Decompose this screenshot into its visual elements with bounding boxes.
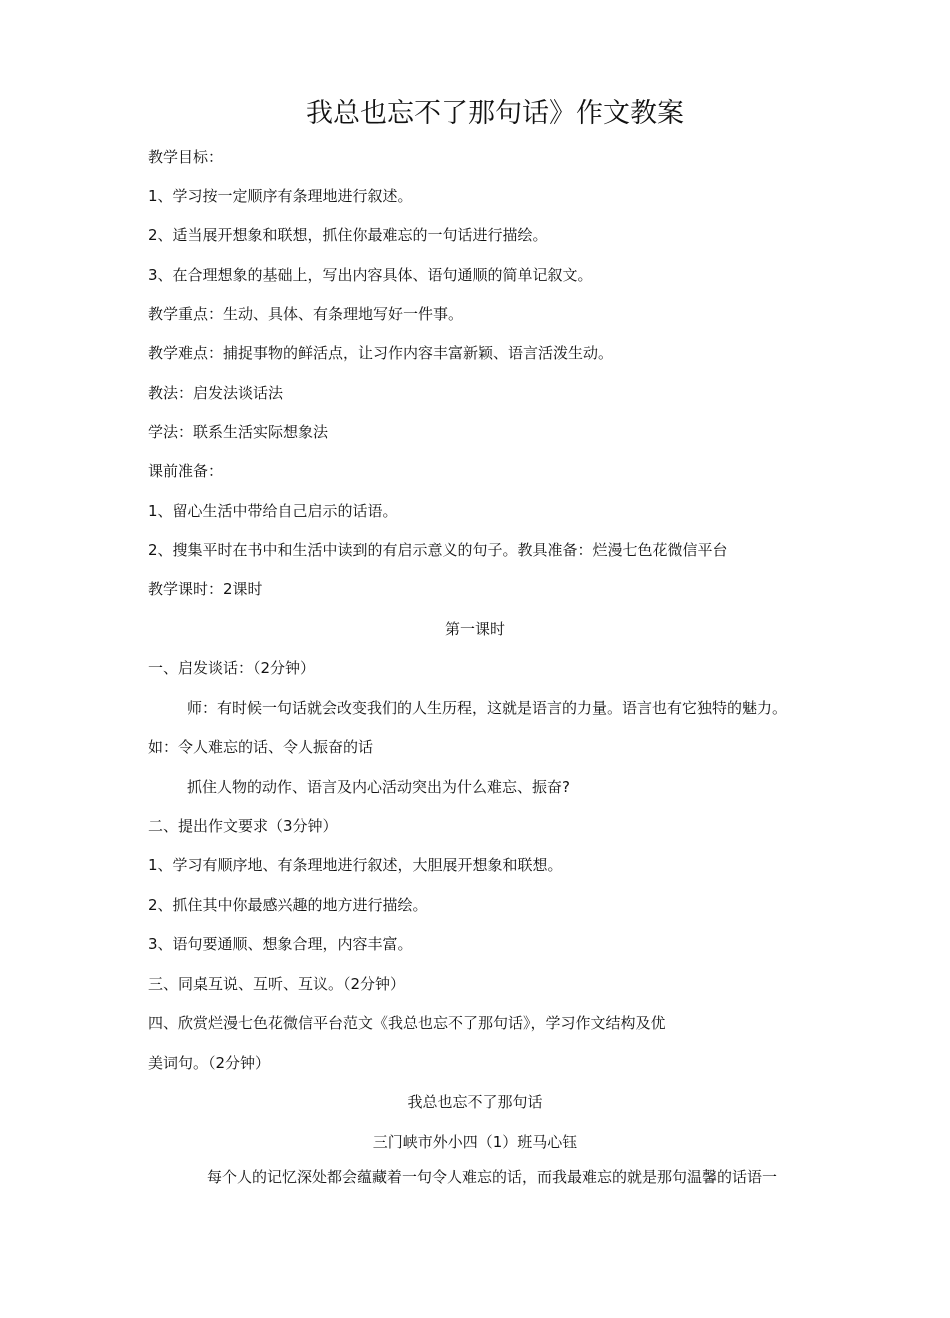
document-title: 我总也忘不了那句话》作文教案 (306, 98, 684, 129)
requirement-item: 1、学习有顺序地、有条理地进行叙述，大胆展开想象和联想。 (148, 856, 563, 874)
example-line: 如：令人难忘的话、令人振奋的话 (148, 738, 374, 756)
section-heading: 三、同桌互说、互听、互议。（2分钟） (148, 975, 406, 993)
section-continuation: 美词句。（2分钟） (148, 1054, 271, 1072)
section-heading: 四、欣赏烂漫七色花微信平台范文《我总也忘不了那句话》，学习作文结构及优 (148, 1014, 666, 1032)
goal-item: 3、在合理想象的基础上，写出内容具体、语句通顺的简单记叙文。 (148, 266, 593, 284)
goal-item: 1、学习按一定顺序有条理地进行叙述。 (148, 187, 413, 205)
lesson-hours: 教学课时：2课时 (148, 580, 263, 598)
prep-heading: 课前准备： (148, 462, 224, 480)
prep-item: 2、搜集平时在书中和生活中读到的有启示意义的句子。教具准备：烂漫七色花微信平台 (148, 541, 728, 559)
essay-paragraph: 每个人的记忆深处都会蕴藏着一句令人难忘的话，而我最难忘的就是那句温馨的话语一 (207, 1168, 778, 1186)
section-heading: 二、提出作文要求（3分钟） (148, 817, 338, 835)
key-point: 教学重点：生动、具体、有条理地写好一件事。 (148, 305, 464, 323)
goal-item: 2、适当展开想象和联想，抓住你最难忘的一句话进行描绘。 (148, 226, 548, 244)
essay-author: 三门峡市外小四（1）班马心钰 (372, 1133, 578, 1151)
section-heading: 一、启发谈话：（2分钟） (148, 659, 316, 677)
goals-heading: 教学目标： (148, 148, 224, 166)
essay-title: 我总也忘不了那句话 (407, 1093, 543, 1111)
lesson-heading: 第一课时 (444, 620, 505, 638)
prep-item: 1、留心生活中带给自己启示的话语。 (148, 502, 398, 520)
requirement-item: 3、语句要通顺、想象合理，内容丰富。 (148, 935, 413, 953)
teaching-method: 教法：启发法谈话法 (148, 384, 284, 402)
teacher-line: 师：有时候一句话就会改变我们的人生历程，这就是语言的力量。语言也有它独特的魅力。 (187, 699, 788, 717)
question-line: 抓住人物的动作、语言及内心活动突出为什么难忘、振奋? (187, 778, 570, 796)
difficulty: 教学难点：捕捉事物的鲜活点，让习作内容丰富新颖、语言活泼生动。 (148, 344, 614, 362)
requirement-item: 2、抓住其中你最感兴趣的地方进行描绘。 (148, 896, 428, 914)
learning-method: 学法：联系生活实际想象法 (148, 423, 329, 441)
